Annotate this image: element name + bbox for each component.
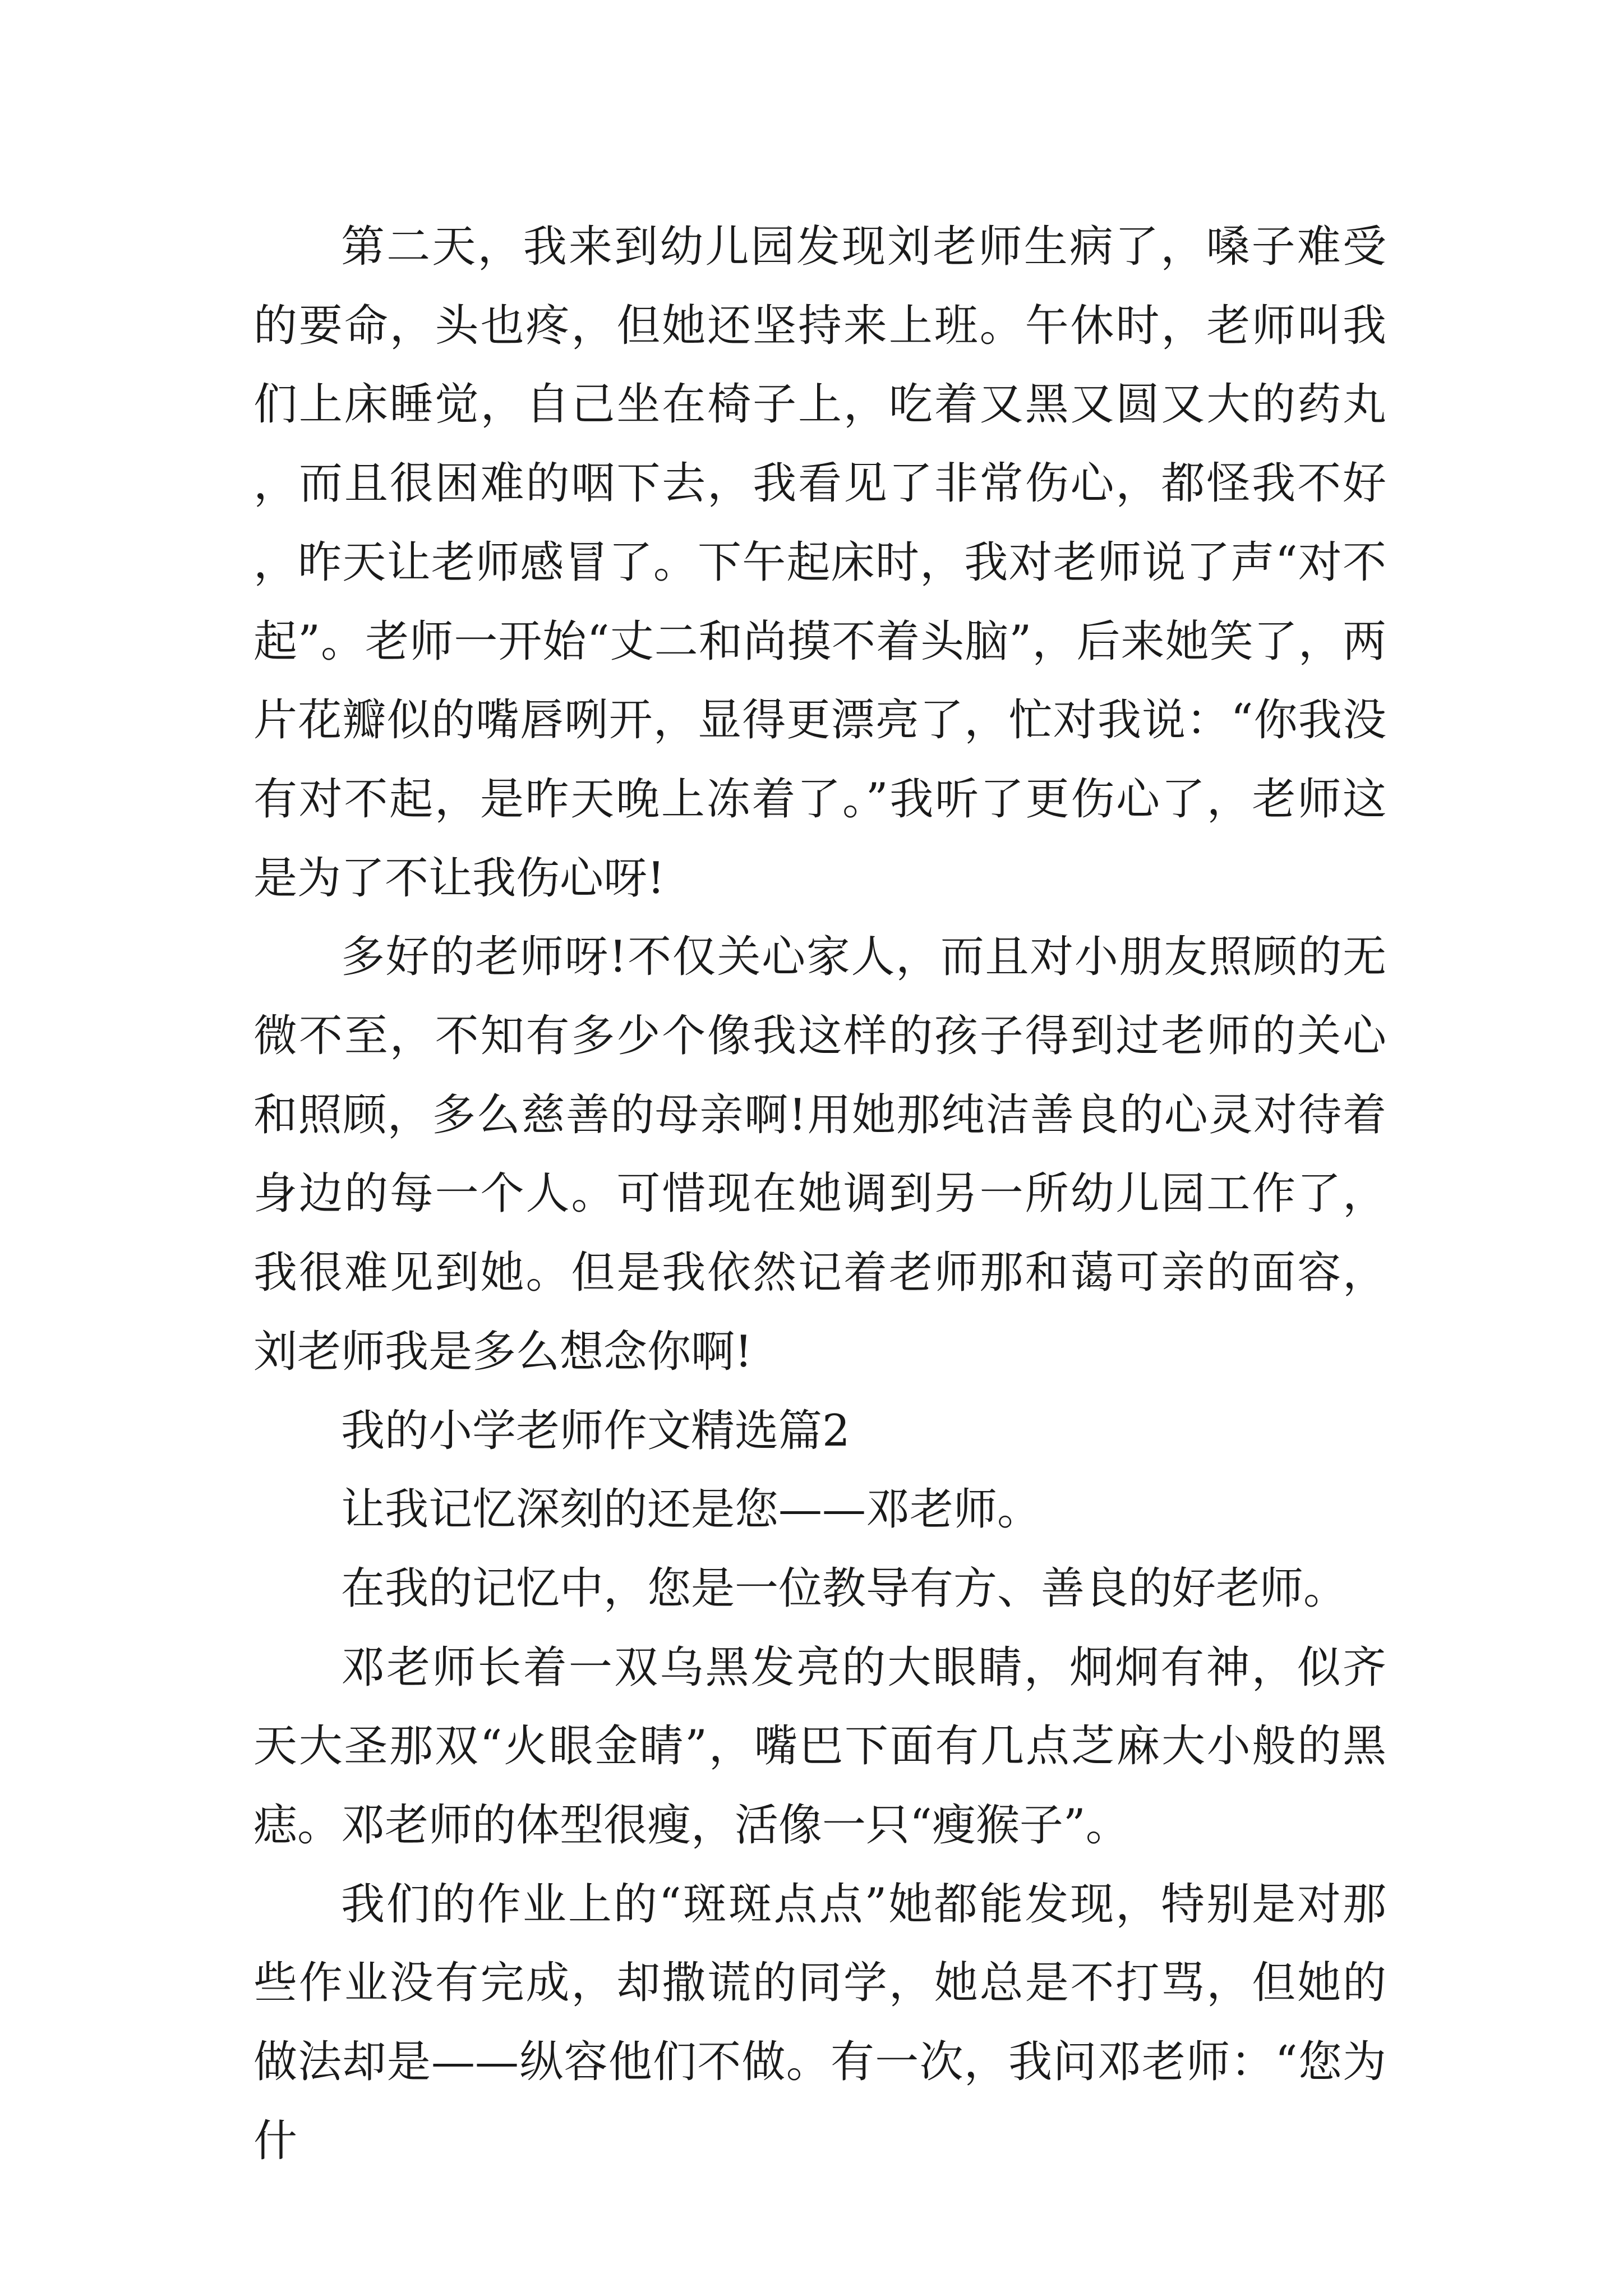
paragraph-homework: 我们的作业上的“斑斑点点”她都能发现，特别是对那些作业没有完成，却撒谎的同学，她总是不打骂，但她的做法却是——纵容他们不做。有一次，我问邓老师：“您为什	[253, 1879, 1386, 2166]
document-body	[253, 208, 1386, 2181]
paragraph-memory: 在我的记忆中，您是一位教导有方、善良的好老师。	[341, 1563, 1348, 1614]
section-heading: 我的小学老师作文精选篇2	[341, 1405, 850, 1456]
paragraph-intro-deng: 让我记忆深刻的还是您——邓老师。	[341, 1484, 1041, 1535]
paragraph-teacher-sick: 第二天，我来到幼儿园发现刘老师生病了，嗓子难受的要命，头也疼，但她还坚持来上班。午休时，老师叫我们上床睡觉，自己坐在椅子上，吃着又黑又圆又大的药丸，而且很困难的咽下去，我看见了非常伤心，都怪我不好，昨天让老师感冒了。下午起床时，我对老师说了声“对不起”。老师一开始“丈二和尚摸不着头脑”，后来她笑了，两片花瓣似的嘴唇咧开，显得更漂亮了，忙对我说：“你我没有对不起，是昨天晚上冻着了。”我听了更伤心了，老师这是为了不让我伤心呀!	[253, 222, 1386, 904]
paragraph-appearance: 邓老师长着一双乌黑发亮的大眼睛，炯炯有神，似齐天大圣那双“火眼金睛”，嘴巴下面有几点芝麻大小般的黑痣。邓老师的体型很瘦，活像一只“瘦猴子”。	[253, 1642, 1386, 1851]
paragraph-good-teacher: 多好的老师呀!不仅关心家人，而且对小朋友照顾的无微不至，不知有多少个像我这样的孩子得到过老师的关心和照顾，多么慈善的母亲啊!用她那纯洁善良的心灵对待着身边的每一个人。可惜现在她调到另一所幼儿园工作了，我很难见到她。但是我依然记着老师那和蔼可亲的面容，刘老师我是多么想念你啊!	[253, 932, 1386, 1377]
